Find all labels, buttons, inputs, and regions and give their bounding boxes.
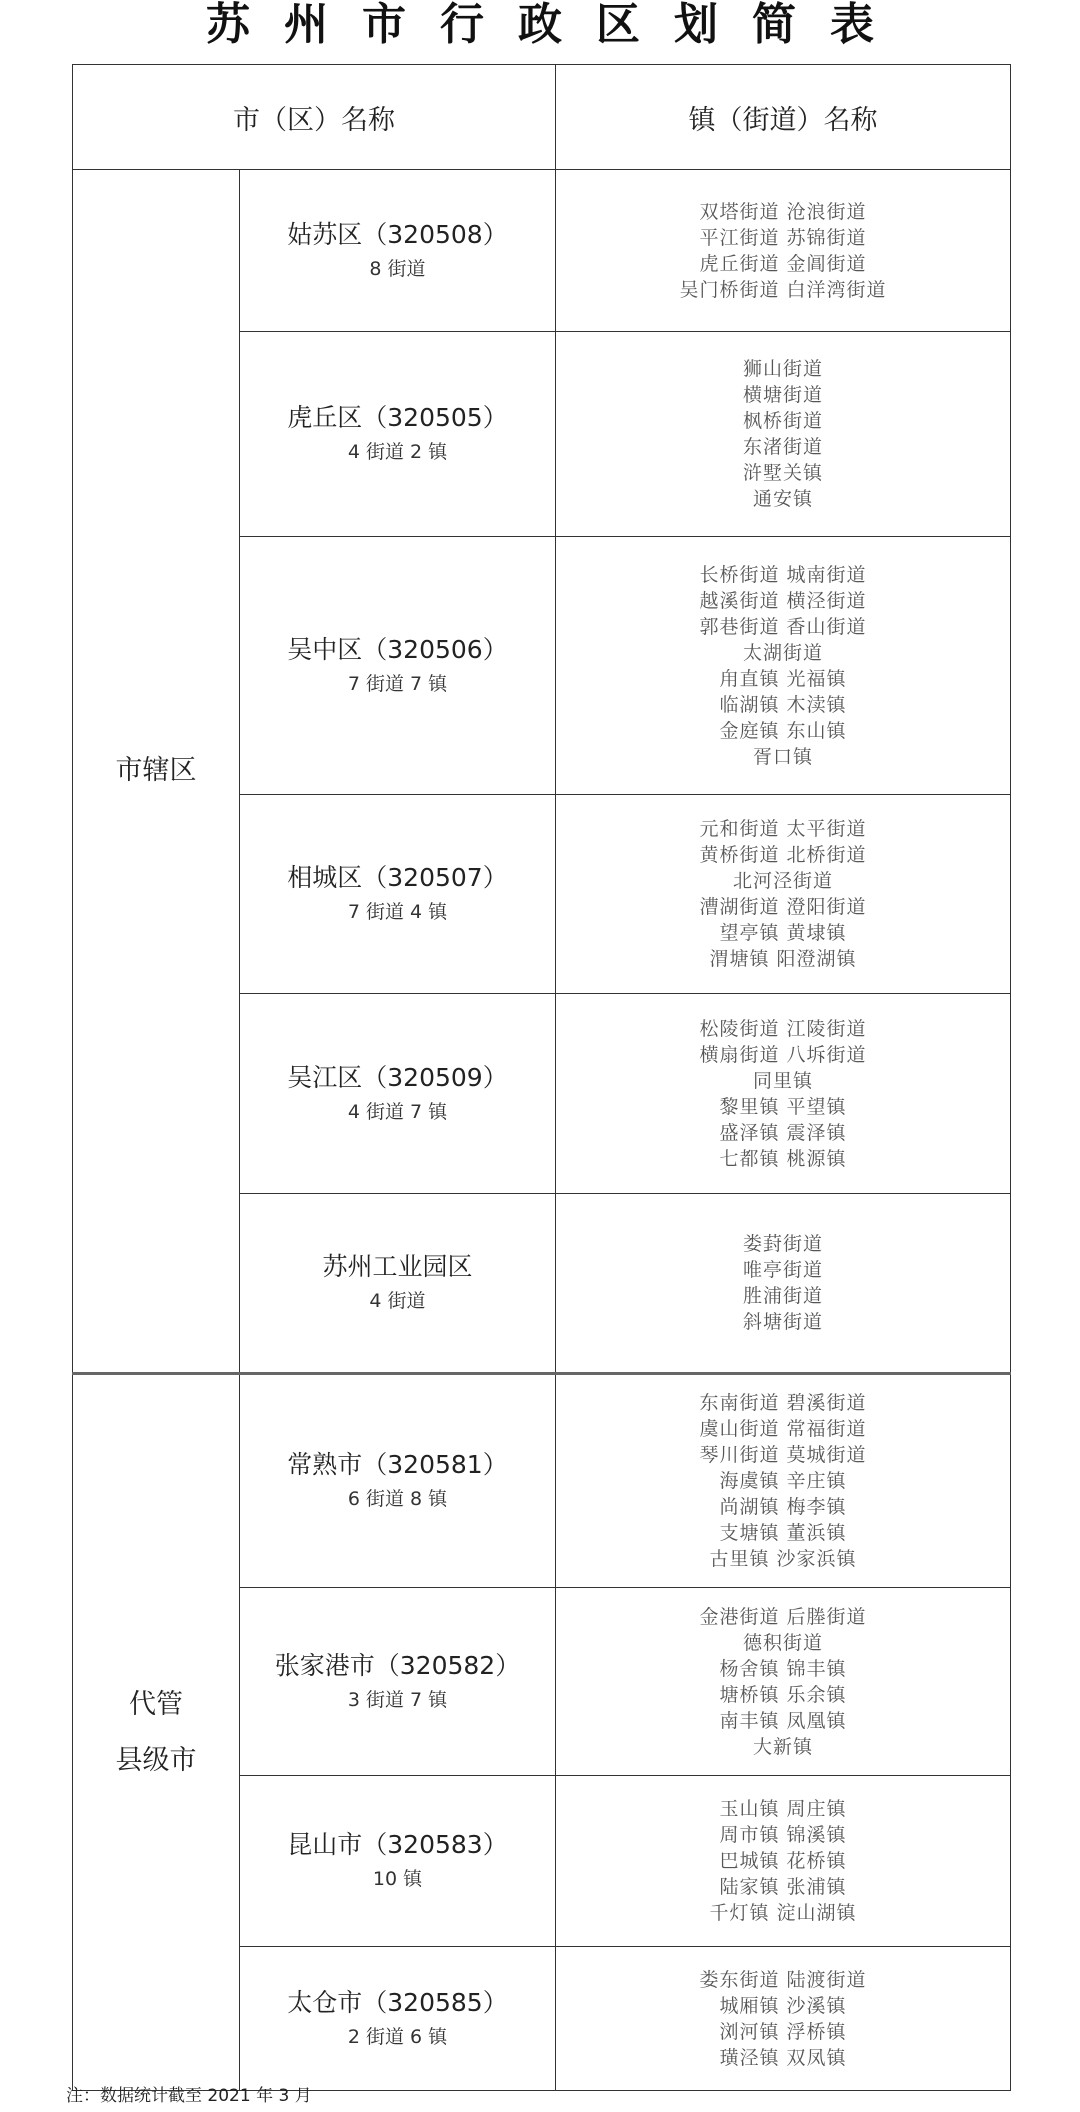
district-name: 苏州工业园区 xyxy=(322,1252,473,1281)
district-name: 张家港市（320582） xyxy=(274,1650,521,1680)
towns-cell xyxy=(556,994,1011,1194)
town-line: 郭巷街道 香山街道 xyxy=(699,615,867,638)
page-title: 苏州市行政区划简表 xyxy=(206,0,908,50)
district-count: 2 街道 6 镇 xyxy=(347,2025,448,2048)
towns-cell xyxy=(556,1194,1011,1374)
town-line: 双塔街道 沧浪街道 xyxy=(699,200,867,223)
district-name: 昆山市（320583） xyxy=(287,1830,508,1859)
town-line: 大新镇 xyxy=(752,1735,813,1758)
town-line: 周市镇 锦溪镇 xyxy=(719,1824,847,1846)
town-line: 狮山街道 xyxy=(742,358,823,380)
district-name: 姑苏区（320508） xyxy=(287,219,508,249)
district-count: 4 街道 xyxy=(369,1290,426,1312)
town-line: 渭塘镇 阳澄湖镇 xyxy=(709,948,857,970)
town-line: 琴川街道 莫城街道 xyxy=(699,1444,867,1466)
district-cell xyxy=(240,1588,556,1776)
town-line: 海虞镇 辛庄镇 xyxy=(719,1470,847,1492)
town-line: 支塘镇 董浜镇 xyxy=(719,1522,847,1544)
header-town-name: 镇（街道）名称 xyxy=(556,65,1011,170)
town-line: 娄葑街道 xyxy=(742,1233,823,1255)
category-label-line: 市辖区 xyxy=(115,755,197,786)
town-line: 同里镇 xyxy=(752,1069,813,1092)
town-line: 漕湖街道 澄阳街道 xyxy=(699,896,867,918)
district-count: 8 街道 xyxy=(369,257,426,280)
town-line: 松陵街道 江陵街道 xyxy=(699,1017,867,1040)
category-cell xyxy=(73,1374,240,2091)
town-line: 城厢镇 沙溪镇 xyxy=(719,1994,847,2017)
town-line: 塘桥镇 乐余镇 xyxy=(719,1683,847,1706)
district-name: 太仓市（320585） xyxy=(287,1987,508,2017)
district-count: 10 镇 xyxy=(372,1868,423,1890)
town-line: 金港街道 后塍街道 xyxy=(699,1605,867,1628)
category-label-line: 代管 xyxy=(129,1688,183,1720)
category-label-line: 县级市 xyxy=(115,1744,197,1776)
town-line: 浏河镇 浮桥镇 xyxy=(719,2020,847,2043)
town-line: 娄东街道 陆渡街道 xyxy=(699,1968,867,1991)
town-line: 横扇街道 八坼街道 xyxy=(699,1043,867,1066)
district-cell xyxy=(240,1947,556,2091)
district-cell xyxy=(240,170,556,332)
footnote: 注：数据统计截至 2021 年 3 月 xyxy=(66,2086,312,2106)
towns-cell xyxy=(556,537,1011,795)
town-line: 元和街道 太平街道 xyxy=(699,818,867,840)
town-line: 望亭镇 黄埭镇 xyxy=(719,922,847,944)
towns-cell xyxy=(556,332,1011,537)
town-line: 德积街道 xyxy=(742,1631,823,1654)
table-row xyxy=(73,1374,1011,1588)
town-line: 斜塘街道 xyxy=(742,1311,823,1333)
district-cell xyxy=(240,795,556,994)
district-cell xyxy=(240,1194,556,1374)
district-cell xyxy=(240,994,556,1194)
district-name: 吴江区（320509） xyxy=(287,1062,508,1092)
towns-cell xyxy=(556,1776,1011,1947)
district-cell xyxy=(240,537,556,795)
town-line: 盛泽镇 震泽镇 xyxy=(719,1121,847,1144)
district-cell xyxy=(240,1374,556,1588)
district-count: 6 街道 8 镇 xyxy=(347,1488,448,1510)
town-line: 金庭镇 东山镇 xyxy=(719,719,847,742)
town-line: 黄桥街道 北桥街道 xyxy=(699,844,867,866)
category-cell xyxy=(73,170,240,1374)
district-table xyxy=(72,64,1011,2091)
town-line: 平江街道 苏锦街道 xyxy=(699,226,867,249)
town-line: 尚湖镇 梅李镇 xyxy=(719,1496,847,1518)
table-body xyxy=(73,170,1011,2091)
town-line: 越溪街道 横泾街道 xyxy=(699,589,867,612)
town-line: 北河泾街道 xyxy=(732,870,833,892)
town-line: 太湖街道 xyxy=(742,641,823,664)
town-line: 甪直镇 光福镇 xyxy=(719,667,847,690)
town-line: 虎丘街道 金阊街道 xyxy=(699,252,867,275)
town-line: 南丰镇 凤凰镇 xyxy=(719,1709,847,1732)
district-cell xyxy=(240,332,556,537)
town-line: 临湖镇 木渎镇 xyxy=(719,693,847,716)
district-count: 4 街道 2 镇 xyxy=(347,441,448,463)
district-count: 4 街道 7 镇 xyxy=(347,1100,448,1123)
district-cell xyxy=(240,1776,556,1947)
town-line: 古里镇 沙家浜镇 xyxy=(709,1548,857,1570)
town-line: 长桥街道 城南街道 xyxy=(699,563,867,586)
town-line: 东渚街道 xyxy=(742,436,823,458)
towns-cell xyxy=(556,795,1011,994)
town-line: 巴城镇 花桥镇 xyxy=(719,1850,847,1872)
town-line: 浒墅关镇 xyxy=(742,462,823,484)
town-line: 千灯镇 淀山湖镇 xyxy=(709,1902,857,1924)
district-name: 虎丘区（320505） xyxy=(287,403,508,432)
town-line: 唯亭街道 xyxy=(742,1259,823,1281)
town-line: 虞山街道 常福街道 xyxy=(699,1418,867,1440)
town-line: 胜浦街道 xyxy=(742,1285,823,1307)
district-name: 相城区（320507） xyxy=(287,863,508,892)
town-line: 横塘街道 xyxy=(742,384,823,406)
town-line: 七都镇 桃源镇 xyxy=(719,1147,847,1170)
town-line: 胥口镇 xyxy=(752,745,813,768)
town-line: 枫桥街道 xyxy=(742,410,823,432)
district-count: 7 街道 4 镇 xyxy=(347,901,448,923)
towns-cell xyxy=(556,170,1011,332)
town-line: 璜泾镇 双凤镇 xyxy=(719,2046,847,2069)
town-line: 玉山镇 周庄镇 xyxy=(719,1798,847,1820)
town-line: 吴门桥街道 白洋湾街道 xyxy=(679,278,887,301)
header-district-name: 市（区）名称 xyxy=(73,65,556,170)
towns-cell xyxy=(556,1588,1011,1776)
district-name: 常熟市（320581） xyxy=(287,1450,508,1479)
table-row xyxy=(73,170,1011,332)
towns-cell xyxy=(556,1374,1011,1588)
district-count: 7 街道 7 镇 xyxy=(347,672,448,695)
district-count: 3 街道 7 镇 xyxy=(347,1688,448,1711)
town-line: 通安镇 xyxy=(752,488,813,510)
town-line: 杨舍镇 锦丰镇 xyxy=(719,1657,847,1680)
towns-cell xyxy=(556,1947,1011,2091)
town-line: 陆家镇 张浦镇 xyxy=(719,1876,847,1898)
district-name: 吴中区（320506） xyxy=(287,634,508,664)
town-line: 东南街道 碧溪街道 xyxy=(699,1392,867,1414)
town-line: 黎里镇 平望镇 xyxy=(719,1095,847,1118)
